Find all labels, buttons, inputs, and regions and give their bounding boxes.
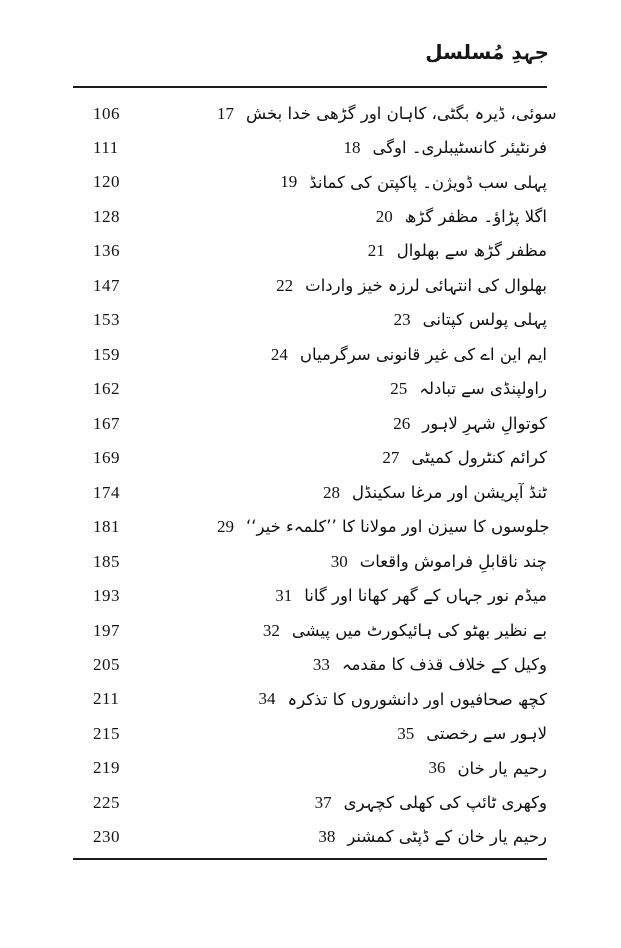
entry-title: وکیل کے خلاف قذف کا مقدمہ bbox=[341, 655, 547, 675]
toc-row bbox=[73, 649, 547, 682]
entry-cluster bbox=[318, 827, 547, 847]
entry-page-number: 219 bbox=[93, 758, 120, 778]
entry-cluster bbox=[280, 172, 547, 192]
entry-chapter-number: 21 bbox=[367, 241, 385, 261]
entry-chapter-number: 27 bbox=[382, 448, 400, 468]
toc-row bbox=[73, 821, 547, 854]
entry-chapter-number: 26 bbox=[393, 413, 411, 433]
entry-page-number: 230 bbox=[93, 827, 120, 847]
entry-title: میڈم نور جہاں کے گھر کھانا اور گانا bbox=[304, 586, 547, 606]
entry-title: پہلی پولس کپتانی bbox=[422, 310, 547, 330]
entry-cluster bbox=[368, 241, 547, 261]
entry-title: بے نظیر بھٹو کی ہائیکورٹ میں پیشی bbox=[291, 620, 547, 640]
entry-page-number: 153 bbox=[93, 310, 120, 330]
toc-row bbox=[73, 683, 547, 716]
entry-cluster bbox=[217, 517, 550, 537]
entry-chapter-number: 17 bbox=[217, 103, 234, 123]
entry-cluster bbox=[323, 483, 547, 503]
toc-row bbox=[73, 545, 547, 578]
toc-row bbox=[73, 511, 550, 544]
entry-page-number: 174 bbox=[93, 482, 120, 502]
page-title: جہدِ مُسلسل bbox=[425, 40, 549, 64]
header-rule bbox=[73, 86, 547, 88]
toc-row bbox=[73, 131, 547, 164]
entry-page-number: 193 bbox=[93, 586, 120, 606]
entry-page-number: 159 bbox=[93, 344, 120, 364]
entry-title: کوتوالِ شہرِ لاہور bbox=[422, 413, 547, 433]
entry-cluster bbox=[259, 689, 547, 709]
entry-page-number: 225 bbox=[93, 792, 120, 812]
toc-row bbox=[73, 97, 557, 130]
entry-title: سوئی، ڈیرہ بگٹی، کاہان اور گڑھی خدا بخش bbox=[246, 103, 557, 123]
toc-row bbox=[73, 235, 547, 268]
entry-chapter-number: 28 bbox=[322, 482, 340, 502]
entry-page-number: 128 bbox=[93, 206, 120, 226]
toc-row bbox=[73, 407, 547, 440]
entry-page-number: 136 bbox=[93, 241, 120, 261]
entry-title: اگلا پڑاؤ۔ مظفر گڑھ bbox=[404, 207, 547, 226]
toc-row bbox=[73, 614, 547, 647]
entry-chapter-number: 31 bbox=[275, 586, 293, 606]
entry-chapter-number: 33 bbox=[312, 655, 330, 674]
entry-cluster bbox=[393, 414, 547, 434]
entry-title: فرنٹیئر کانسٹیبلری۔ اوگی bbox=[372, 138, 547, 158]
footer-rule bbox=[73, 858, 547, 860]
entry-title: کرائم کنٹرول کمیٹی bbox=[411, 448, 547, 468]
entry-title: راولپنڈی سے تبادلہ bbox=[419, 379, 547, 399]
entry-chapter-number: 37 bbox=[314, 792, 332, 812]
toc-row bbox=[73, 166, 547, 199]
toc-row bbox=[73, 373, 547, 406]
toc-row bbox=[73, 717, 547, 750]
entry-page-number: 111 bbox=[93, 137, 119, 157]
entry-chapter-number: 23 bbox=[393, 310, 411, 330]
toc-row bbox=[73, 200, 547, 233]
entry-chapter-number: 19 bbox=[280, 172, 298, 192]
entry-cluster bbox=[394, 310, 547, 330]
entry-page-number: 211 bbox=[93, 689, 120, 709]
entry-chapter-number: 34 bbox=[258, 689, 276, 709]
entry-title: رحیم یار خان bbox=[457, 758, 547, 778]
entry-cluster bbox=[376, 207, 547, 227]
entry-chapter-number: 25 bbox=[390, 379, 408, 399]
entry-title: کچھ صحافیوں اور دانشوروں کا تذکرہ bbox=[287, 689, 547, 709]
entry-page-number: 181 bbox=[93, 517, 120, 537]
entry-page-number: 147 bbox=[93, 275, 120, 295]
entry-chapter-number: 32 bbox=[262, 620, 280, 640]
entry-page-number: 185 bbox=[93, 551, 120, 571]
entry-title: لاہور سے رخصتی bbox=[426, 724, 547, 744]
entry-title: بھلوال کی انتہائی لرزہ خیز واردات bbox=[305, 275, 547, 295]
entry-title: پہلی سب ڈویژن۔ پاکپتن کی کمانڈ bbox=[309, 172, 547, 192]
toc-list bbox=[73, 97, 557, 854]
entry-page-number: 205 bbox=[93, 655, 120, 674]
entry-page-number: 162 bbox=[93, 379, 120, 399]
entry-chapter-number: 35 bbox=[397, 723, 415, 743]
entry-title: چند ناقابلِ فراموش واقعات bbox=[359, 551, 547, 571]
entry-cluster bbox=[331, 552, 547, 572]
entry-page-number: 120 bbox=[93, 172, 120, 192]
entry-chapter-number: 22 bbox=[276, 275, 294, 295]
entry-cluster bbox=[390, 379, 547, 399]
entry-title: ایم این اے کی غیر قانونی سرگرمیاں bbox=[299, 344, 547, 364]
entry-chapter-number: 20 bbox=[375, 206, 393, 226]
entry-title: جلوسوں کا سیزن اور مولانا کا ’’کلمہء خیر‘‘ bbox=[246, 517, 550, 537]
entry-title: مظفر گڑھ سے بھلوال bbox=[396, 241, 547, 261]
entry-chapter-number: 18 bbox=[343, 137, 361, 157]
toc-row bbox=[73, 338, 547, 371]
entry-cluster bbox=[275, 586, 547, 606]
entry-cluster bbox=[343, 138, 547, 158]
entry-page-number: 197 bbox=[93, 620, 120, 640]
entry-cluster bbox=[382, 448, 547, 468]
toc-row bbox=[73, 304, 547, 337]
entry-cluster bbox=[315, 793, 547, 813]
entry-page-number: 167 bbox=[93, 413, 120, 433]
toc-row bbox=[73, 442, 547, 475]
entry-cluster bbox=[263, 621, 547, 641]
entry-title: ٹنڈ آپریشن اور مرغا سکینڈل bbox=[351, 482, 547, 502]
entry-cluster bbox=[217, 103, 557, 124]
entry-cluster bbox=[397, 724, 547, 744]
toc-row bbox=[73, 786, 547, 819]
entry-cluster bbox=[313, 655, 547, 675]
toc-row bbox=[73, 752, 547, 785]
entry-chapter-number: 36 bbox=[428, 758, 446, 778]
entry-chapter-number: 29 bbox=[217, 517, 234, 537]
entry-title: وکھری ٹائپ کی کھلی کچہری bbox=[343, 792, 547, 812]
entry-cluster bbox=[428, 758, 547, 778]
entry-page-number: 215 bbox=[93, 723, 120, 743]
entry-page-number: 169 bbox=[93, 448, 120, 468]
toc-row bbox=[73, 269, 547, 302]
toc-row bbox=[73, 580, 547, 613]
entry-page-number: 106 bbox=[93, 103, 120, 123]
entry-chapter-number: 24 bbox=[270, 344, 288, 364]
entry-cluster bbox=[276, 276, 547, 296]
entry-title: رحیم یار خان کے ڈپٹی کمشنر bbox=[347, 827, 547, 847]
entry-chapter-number: 30 bbox=[330, 551, 348, 571]
entry-cluster bbox=[271, 345, 547, 365]
toc-row bbox=[73, 476, 547, 509]
entry-chapter-number: 38 bbox=[318, 827, 336, 847]
